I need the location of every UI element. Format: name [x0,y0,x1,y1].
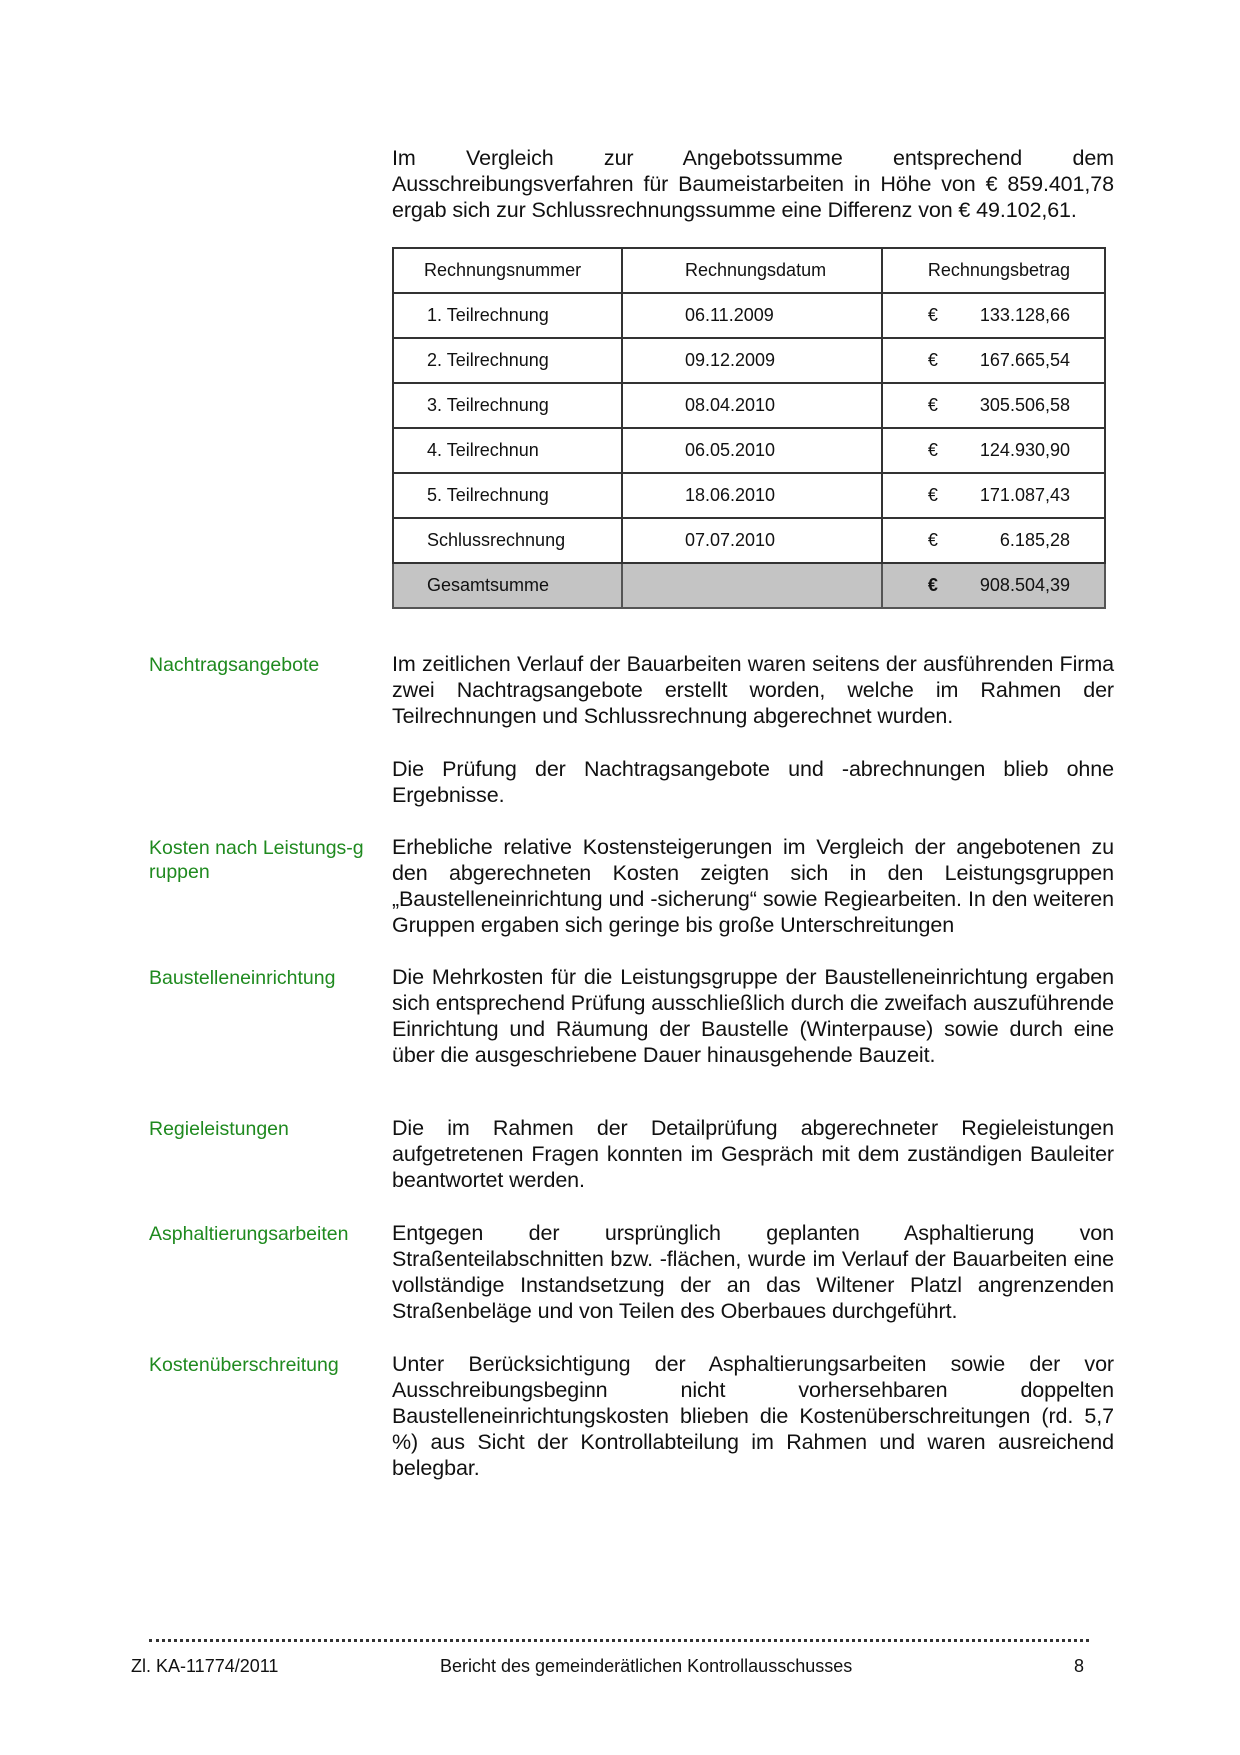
page-number: 8 [1074,1656,1085,1676]
section-paragraph: Die Mehrkosten für die Leistungsgruppe der Baustelleneinrichtung ergaben sich entsprechend Prüfung ausschließlich durch die zweifach auszuführende Einrichtung und Räumung der Baustelle (Winterpause) sowie durch eine über die ausgeschriebene Dauer hinausgehende Bauzeit. [392,965,1114,1067]
side-label-kostenueberschreitung: Kostenüberschreitung [149,1354,339,1376]
side-label-text: Kosten nach Leistungs-gruppen [149,837,364,883]
intro-paragraph: Im Vergleich zur Angebotssumme entsprechend dem Ausschreibungsverfahren für Baumeistarbeiten in Höhe von € 859.401,78 ergab sich zur Schlussrechnungssumme eine Differenz von € 49.102,61. [392,146,1114,222]
invoice-amount: 167.665,54 [979,350,1070,370]
table-row [393,428,1105,473]
footer-divider [149,1636,1089,1642]
section-paragraph: Die im Rahmen der Detailprüfung abgerechneter Regieleistungen aufgetretenen Fragen konnten im Gespräch mit dem zuständigen Bauleiter beantwortet werden. [392,1116,1114,1192]
table-row [393,518,1105,563]
side-label-asphaltierungsarbeiten: Asphaltierungsarbeiten [149,1223,349,1245]
invoice-date: 06.05.2010 [622,428,882,473]
side-label-baustelleneinrichtung: Baustelleneinrichtung [149,967,336,989]
table-row [393,383,1105,428]
table-row [393,338,1105,383]
table-header-row [393,248,1105,293]
section-paragraph: Erhebliche relative Kostensteigerungen im Vergleich der angebotenen zu den abgerechneten Kosten zeigten sich in den Leistungsgruppen „Baustelleneinrichtung und -sicherung“ sowie Regiearbeiten. In den weiteren Gruppen ergaben sich geringe bis große Unterschreitungen [392,835,1114,937]
side-label-nachtragsangebote: Nachtragsangebote [149,654,320,676]
side-label-kosten-nach-leistungsgruppen [149,836,364,884]
header-rechnungsnummer: Rechnungsnummer [393,248,622,293]
currency-symbol: € [927,440,938,460]
header-rechnungsdatum: Rechnungsdatum [622,248,882,293]
invoice-amount: 305.506,58 [979,395,1070,415]
invoice-amount: 171.087,43 [979,485,1070,505]
invoice-number: 4. Teilrechnun [393,428,622,473]
invoice-table [392,247,1106,609]
invoice-date: 08.04.2010 [622,383,882,428]
invoice-date: 18.06.2010 [622,473,882,518]
section-paragraph: Entgegen der ursprünglich geplanten Asphaltierung von Straßenteilabschnitten bzw. -flächen, wurde im Verlauf der Bauarbeiten eine vollständige Instandsetzung der an das Wiltener Platzl angrenzenden Straßenbeläge und von Teilen des Oberbaues durchgeführt. [392,1221,1114,1323]
section-paragraph: Im zeitlichen Verlauf der Bauarbeiten waren seitens der ausführenden Firma zwei Nachtragsangebote erstellt worden, welche im Rahmen der Teilrechnungen und Schlussrechnung abgerechnet wurden. [392,652,1114,728]
table-row [393,293,1105,338]
invoice-amount: 6.185,28 [999,530,1070,550]
invoice-number: 1. Teilrechnung [393,293,622,338]
footer-reference: Zl. KA-11774/2011 [131,1656,279,1676]
currency-symbol: € [927,575,938,595]
invoice-date: 09.12.2009 [622,338,882,383]
invoice-date: 06.11.2009 [622,293,882,338]
currency-symbol: € [927,485,938,505]
currency-symbol: € [927,395,938,415]
invoice-number: 3. Teilrechnung [393,383,622,428]
section-paragraph: Die Prüfung der Nachtragsangebote und -abrechnungen blieb ohne Ergebnisse. [392,757,1114,807]
invoice-date: 07.07.2010 [622,518,882,563]
total-empty-cell [622,563,882,608]
invoice-number: 2. Teilrechnung [393,338,622,383]
side-label-regieleistungen: Regieleistungen [149,1118,289,1140]
invoice-amount: 124.930,90 [979,440,1070,460]
total-amount: 908.504,39 [979,575,1070,595]
section-paragraph: Unter Berücksichtigung der Asphaltierungsarbeiten sowie der vor Ausschreibungsbeginn nicht vorhersehbaren doppelten Baustelleneinrichtungskosten blieben die Kostenüberschreitungen (rd. 5,7 %) aus Sicht der Kontrollabteilung im Rahmen und waren ausreichend belegbar. [392,1352,1114,1480]
invoice-number: Schlussrechnung [393,518,622,563]
header-rechnungsbetrag: Rechnungsbetrag [882,248,1105,293]
currency-symbol: € [927,530,938,550]
currency-symbol: € [927,305,938,325]
table-row [393,473,1105,518]
invoice-number: 5. Teilrechnung [393,473,622,518]
table-total-row [393,563,1105,608]
currency-symbol: € [927,350,938,370]
total-label: Gesamtsumme [393,563,622,608]
footer-title: Bericht des gemeinderätlichen Kontrollausschusses [440,1656,853,1676]
invoice-amount: 133.128,66 [979,305,1070,325]
